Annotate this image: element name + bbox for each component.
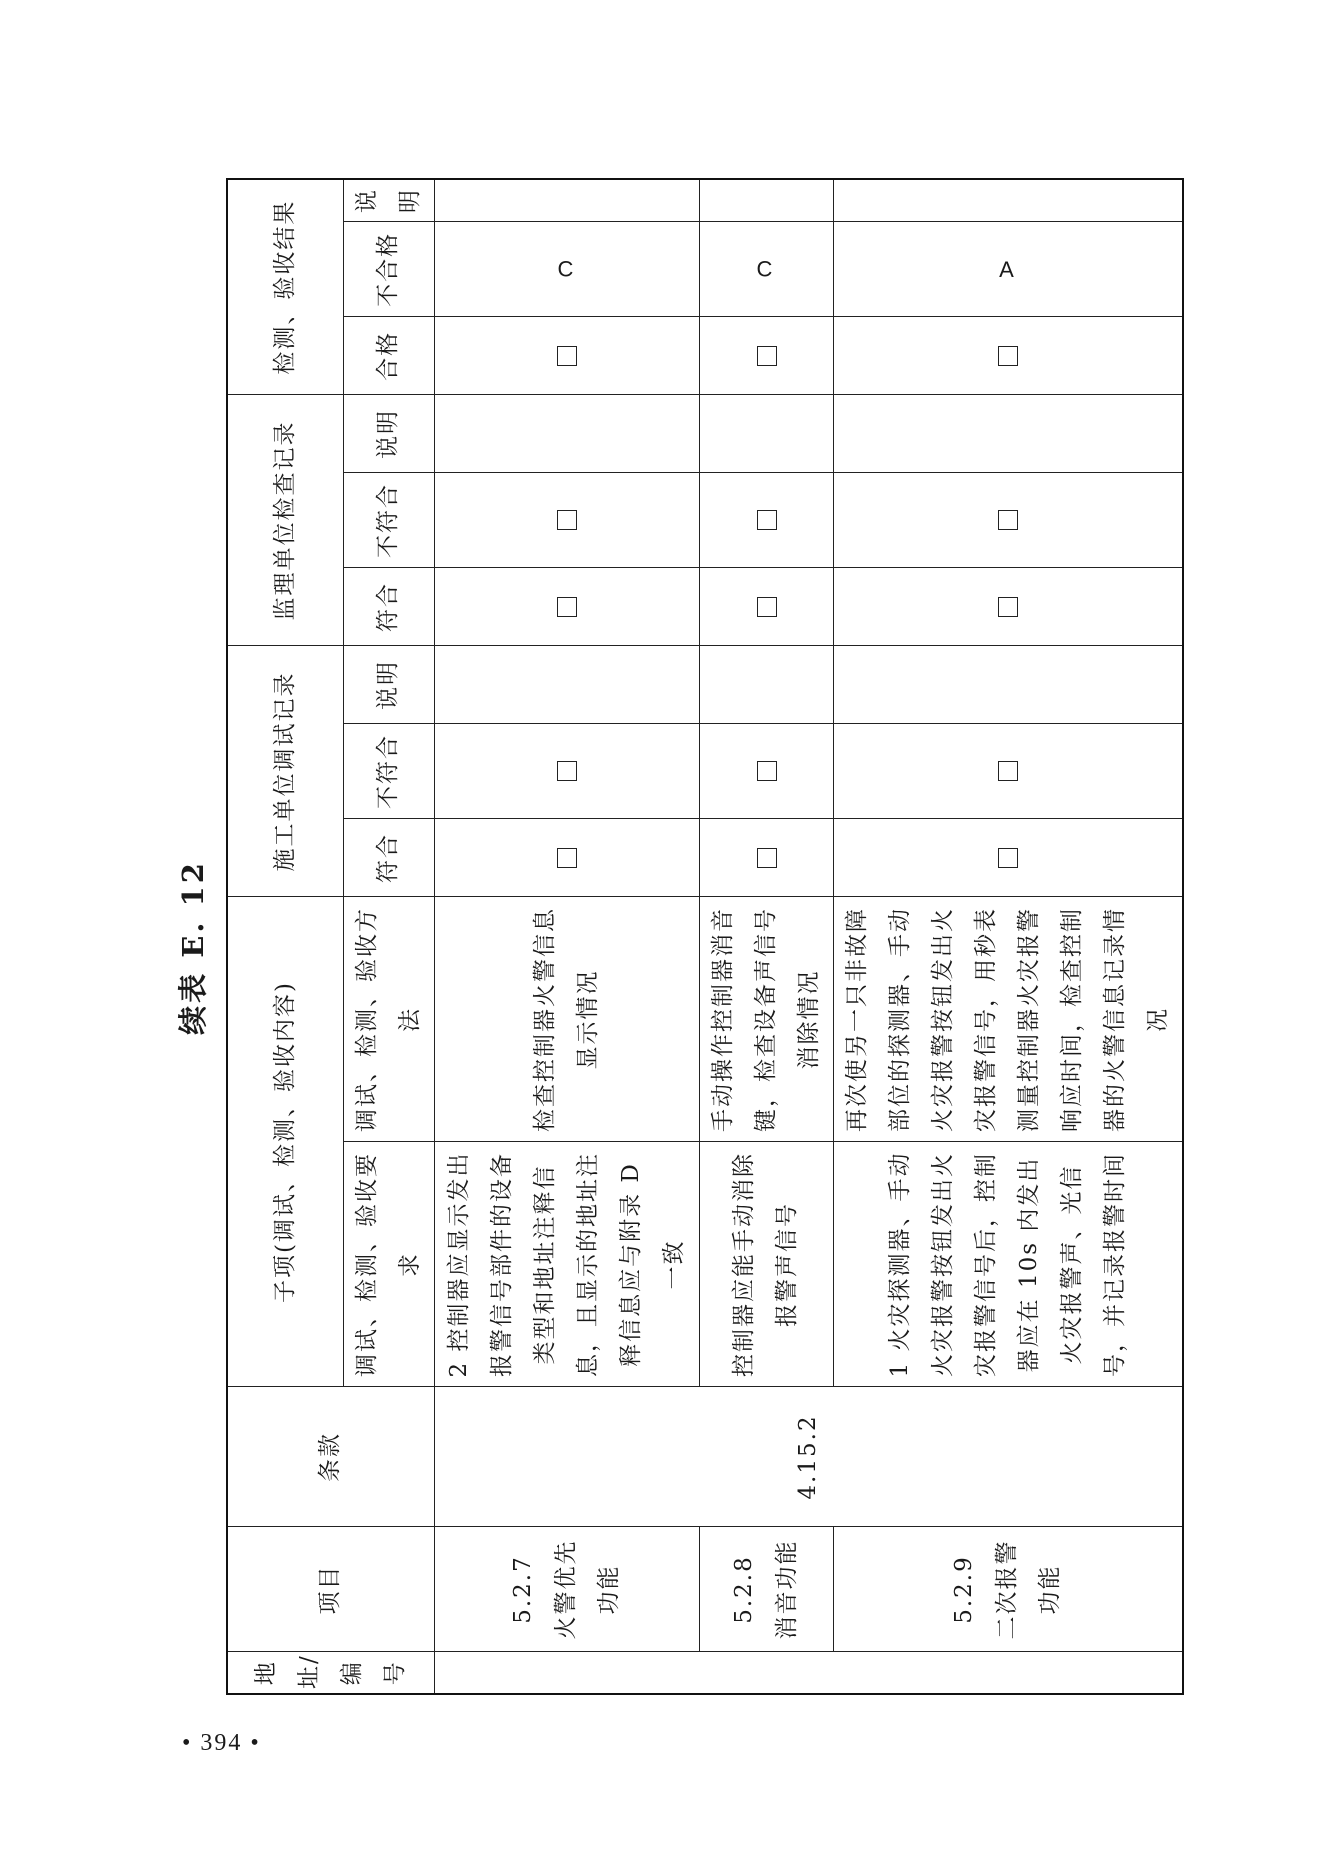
c-note-cell[interactable]	[699, 646, 833, 724]
pass-checkbox[interactable]	[699, 317, 833, 395]
table-row	[434, 179, 699, 1694]
grade-mark: C	[557, 256, 575, 282]
c-nonconform-checkbox[interactable]	[699, 724, 833, 819]
checkbox[interactable]	[998, 510, 1018, 530]
header-requirement: 调试、检测、验收要求	[343, 1142, 434, 1387]
c-conform-checkbox[interactable]	[434, 819, 699, 897]
address-cell	[434, 1652, 1183, 1694]
s-nonconform-checkbox[interactable]	[833, 473, 1183, 568]
table-title: 续表 E. 12	[176, 860, 210, 1035]
header-c-conform: 符合	[343, 819, 434, 897]
s-note-cell[interactable]	[699, 395, 833, 473]
c-nonconform-checkbox[interactable]	[833, 724, 1183, 819]
s-conform-checkbox[interactable]	[833, 568, 1183, 646]
i-note-cell[interactable]	[699, 179, 833, 222]
checkbox[interactable]	[757, 597, 777, 617]
c-note-cell[interactable]	[434, 646, 699, 724]
c-conform-checkbox[interactable]	[833, 819, 1183, 897]
s-conform-checkbox[interactable]	[699, 568, 833, 646]
inspection-table	[226, 178, 1184, 1695]
checkbox[interactable]	[557, 346, 577, 366]
item-name: 火警优先功能	[553, 1539, 622, 1640]
method-cell: 再次使另一只非故障部位的探测器、手动火灾报警按钮发出火灾报警信号，用秒表测量控制器火灾报警响应时间，检查控制器的火警信息记录情况	[833, 897, 1183, 1142]
checkbox[interactable]	[557, 848, 577, 868]
item-cell	[434, 1527, 699, 1652]
header-clause: 条款	[227, 1387, 434, 1527]
i-note-cell[interactable]	[833, 179, 1183, 222]
requirement-cell: 控制器应能手动消除报警声信号	[699, 1142, 833, 1387]
checkbox[interactable]	[998, 597, 1018, 617]
c-note-cell[interactable]	[833, 646, 1183, 724]
item-number: 5.2.8	[731, 1555, 757, 1624]
checkbox[interactable]	[757, 761, 777, 781]
method-cell: 检查控制器火警信息显示情况	[434, 897, 699, 1142]
checkbox[interactable]	[557, 510, 577, 530]
grade-mark: A	[998, 256, 1016, 282]
grade-cell	[833, 222, 1183, 317]
checkbox[interactable]	[998, 346, 1018, 366]
header-pass: 合格	[343, 317, 434, 395]
rotated-page	[170, 188, 1171, 1700]
s-note-cell[interactable]	[833, 395, 1183, 473]
item-name: 消音功能	[774, 1539, 800, 1640]
s-conform-checkbox[interactable]	[434, 568, 699, 646]
i-note-cell[interactable]	[434, 179, 699, 222]
landscape-content	[170, 188, 1171, 1700]
header-construction: 施工单位调试记录	[227, 646, 343, 897]
checkbox[interactable]	[757, 510, 777, 530]
page-number: • 394 •	[182, 1730, 261, 1756]
grade-cell	[699, 222, 833, 317]
s-nonconform-checkbox[interactable]	[434, 473, 699, 568]
header-s-nonconform: 不符合	[343, 473, 434, 568]
requirement-cell: 1 火灾探测器、手动火灾报警按钮发出火灾报警信号后，控制器应在 10s 内发出火灾报警声、光信号，并记录报警时间	[833, 1142, 1183, 1387]
header-c-nonconform: 不符合	[343, 724, 434, 819]
item-name: 二次报警功能	[994, 1539, 1063, 1640]
c-conform-checkbox[interactable]	[699, 819, 833, 897]
header-c-note: 说明	[343, 646, 434, 724]
grade-cell	[434, 222, 699, 317]
header-method: 调试、检测、验收方法	[343, 897, 434, 1142]
header-s-note: 说明	[343, 395, 434, 473]
item-cell	[833, 1527, 1183, 1652]
s-nonconform-checkbox[interactable]	[699, 473, 833, 568]
c-nonconform-checkbox[interactable]	[434, 724, 699, 819]
checkbox[interactable]	[998, 848, 1018, 868]
header-i-note: 说明	[343, 179, 434, 222]
checkbox[interactable]	[998, 761, 1018, 781]
method-cell: 手动操作控制器消音键，检查设备声信号消除情况	[699, 897, 833, 1142]
header-fail: 不合格	[343, 222, 434, 317]
checkbox[interactable]	[757, 848, 777, 868]
header-supervision: 监理单位检查记录	[227, 395, 343, 646]
item-cell	[699, 1527, 833, 1652]
item-number: 5.2.7	[510, 1555, 536, 1624]
clause-cell: 4.15.2	[434, 1387, 1183, 1527]
header-sub-item: 子项(调试、检测、验收内容)	[227, 897, 343, 1387]
item-number: 5.2.9	[951, 1555, 977, 1624]
checkbox[interactable]	[757, 346, 777, 366]
header-inspection: 检测、验收结果	[227, 179, 343, 395]
header-address: 地址/编号	[227, 1652, 434, 1694]
s-note-cell[interactable]	[434, 395, 699, 473]
header-s-conform: 符合	[343, 568, 434, 646]
requirement-cell: 2 控制器应显示发出报警信号部件的设备类型和地址注释信息，且显示的地址注释信息应与附录 D 一致	[434, 1142, 699, 1387]
checkbox[interactable]	[557, 597, 577, 617]
header-item: 项目	[227, 1527, 434, 1652]
grade-mark: C	[756, 256, 775, 282]
pass-checkbox[interactable]	[434, 317, 699, 395]
pass-checkbox[interactable]	[833, 317, 1183, 395]
checkbox[interactable]	[557, 761, 577, 781]
